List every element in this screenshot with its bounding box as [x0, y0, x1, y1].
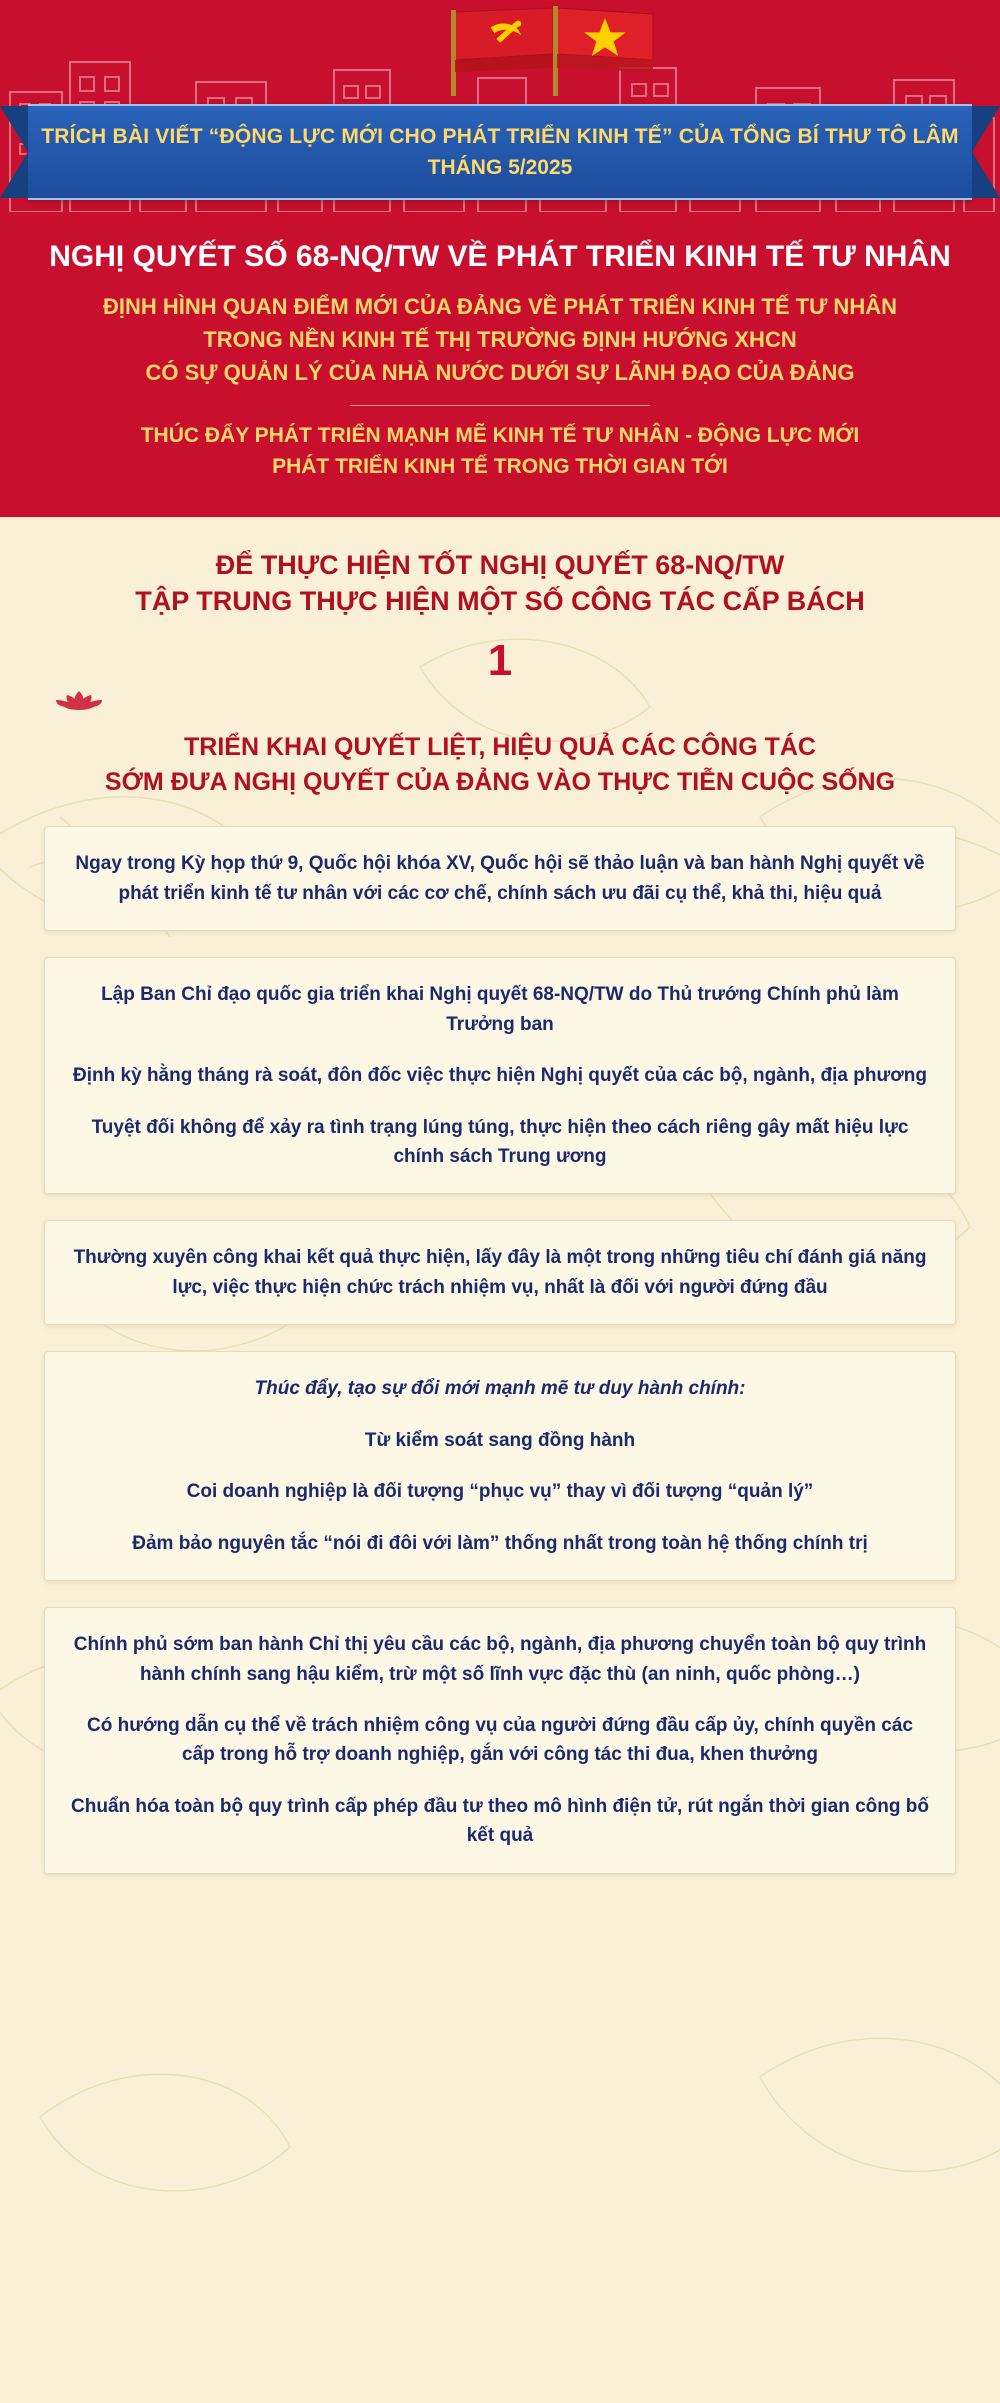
flags-graphic	[285, 6, 715, 98]
task-paragraph: Đảm bảo nguyên tắc “nói đi đôi với làm” thống nhất trong toàn hệ thống chính trị	[132, 1532, 868, 1554]
section-number: 1	[487, 636, 513, 686]
task-paragraph: Chuẩn hóa toàn bộ quy trình cấp phép đầu tư theo mô hình điện tử, rút ngắn thời gian công bố kết quả	[71, 1795, 929, 1847]
page-title: NGHỊ QUYẾT SỐ 68-NQ/TW VỀ PHÁT TRIỂN KINH TẾ TƯ NHÂN	[49, 240, 951, 273]
header-goal-line-1: THÚC ĐẨY PHÁT TRIỂN MẠNH MẼ KINH TẾ TƯ NHÂN - ĐỘNG LỰC MỚI	[140, 423, 860, 447]
source-title-line-1: TRÍCH BÀI VIẾT “ĐỘNG LỰC MỚI CHO PHÁT TRIỂN KINH TẾ” CỦA TỔNG BÍ THƯ TÔ LÂM	[41, 125, 959, 149]
header-goal-line-2: PHÁT TRIỂN KINH TẾ TRONG THỜI GIAN TỚI	[272, 455, 728, 478]
task-paragraph: Định kỳ hằng tháng rà soát, đôn đốc việc thực hiện Nghị quyết của các bộ, ngành, địa phương	[73, 1065, 927, 1087]
task-card	[44, 957, 956, 1194]
task-paragraph: Có hướng dẫn cụ thể về trách nhiệm công vụ của người đứng đầu cấp ủy, chính quyền các cấp trong hỗ trợ doanh nghiệp, gắn với công tác thi đua, khen thưởng	[87, 1714, 913, 1766]
section-title-line-1: ĐỂ THỰC HIỆN TỐT NGHỊ QUYẾT 68-NQ/TW	[215, 549, 785, 580]
task-paragraph: Lập Ban Chỉ đạo quốc gia triển khai Nghị quyết 68-NQ/TW do Thủ trướng Chính phủ làm Trưởng ban	[101, 984, 899, 1035]
task-paragraph: Coi doanh nghiệp là đối tượng “phục vụ” thay vì đối tượng “quản lý”	[186, 1481, 814, 1503]
section-subtitle-line-2: SỚM ĐƯA NGHỊ QUYẾT CỦA ĐẢNG VÀO THỰC TIỄN CUỘC SỐNG	[104, 768, 896, 797]
resolution-header-block	[0, 212, 1000, 517]
source-title-line-2: THÁNG 5/2025	[427, 155, 573, 179]
section-subtitle-line-1: TRIỂN KHAI QUYẾT LIỆT, HIỆU QUẢ CÁC CÔNG TÁC	[184, 733, 816, 762]
section-subtitle	[34, 730, 966, 800]
top-banner	[0, 0, 1000, 212]
header-subtitle-line-3: CÓ SỰ QUẢN LÝ CỦA NHÀ NƯỚC DƯỚI SỰ LÃNH ĐẠO CỦA ĐẢNG	[145, 359, 855, 385]
task-paragraph: Thúc đẩy, tạo sự đổi mới mạnh mẽ tư duy hành chính:	[254, 1378, 746, 1400]
task-paragraph: Ngay trong Kỳ họp thứ 9, Quốc hội khóa XV, Quốc hội sẽ thảo luận và ban hành Nghị quyết về phát triển kinh tế tư nhân với các cơ chế, chính sách ưu đãi cụ thể, khả thi, hiệu quả	[75, 853, 925, 904]
lotus-ornament-icon	[34, 687, 124, 713]
section-title-line-2: TẬP TRUNG THỰC HIỆN MỘT SỐ CÔNG TÁC CẤP BÁCH	[135, 585, 865, 616]
content-area	[0, 517, 1000, 1940]
header-subtitle-line-2: TRONG NỀN KINH TẾ THỊ TRƯỜNG ĐỊNH HƯỚNG XHCN	[203, 326, 797, 352]
header-subtitle-group	[40, 290, 960, 389]
task-card	[44, 1607, 956, 1874]
task-paragraph: Thường xuyên công khai kết quả thực hiện, lấy đây là một trong những tiêu chí đánh giá năng lực, việc thực hiện chức trách nhiệm vụ, nhất là đối với người đứng đầu	[73, 1247, 927, 1298]
header-goal-group	[40, 420, 960, 483]
source-title-bar	[28, 104, 972, 200]
task-card	[44, 1351, 956, 1581]
task-card	[44, 1220, 956, 1325]
task-paragraph: Tuyệt đối không để xảy ra tình trạng lúng túng, thực hiện theo cách riêng gây mất hiệu lực chính sách Trung ương	[91, 1116, 909, 1167]
task-paragraph: Từ kiểm soát sang đồng hành	[364, 1429, 636, 1451]
header-divider	[350, 405, 650, 406]
header-subtitle-line-1: ĐỊNH HÌNH QUAN ĐIỂM MỚI CỦA ĐẢNG VỀ PHÁT TRIỂN KINH TẾ TƯ NHÂN	[103, 293, 897, 319]
task-card	[44, 826, 956, 931]
task-paragraph: Chính phủ sớm ban hành Chỉ thị yêu cầu các bộ, ngành, địa phương chuyển toàn bộ quy trình hành chính sang hậu kiểm, trừ một số lĩnh vực đặc thù (an ninh, quốc phòng…)	[73, 1634, 927, 1685]
section-title	[34, 547, 966, 620]
